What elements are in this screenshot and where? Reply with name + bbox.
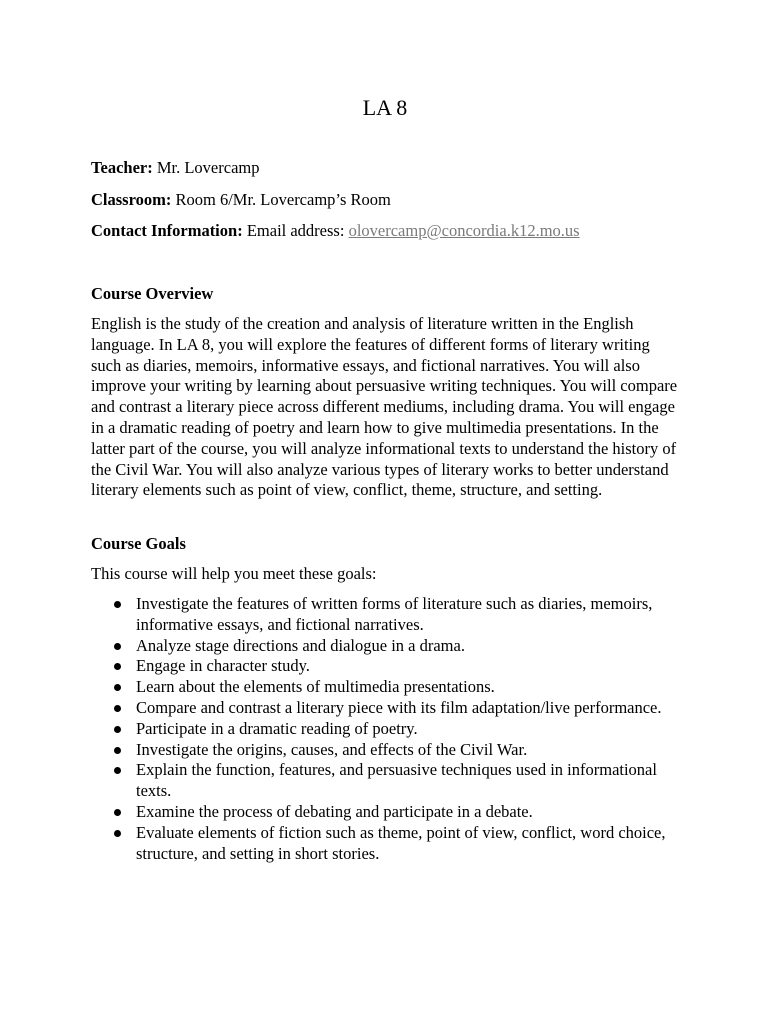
bullet-icon <box>114 809 121 816</box>
course-goals-list <box>91 594 681 864</box>
goal-item <box>91 760 681 802</box>
bullet-icon <box>114 726 121 733</box>
bullet-icon <box>114 830 121 837</box>
goal-item <box>91 656 681 677</box>
course-goals-heading: Course Goals <box>91 534 186 553</box>
bullet-icon <box>114 684 121 691</box>
goal-item <box>91 698 681 719</box>
bullet-icon <box>114 767 121 774</box>
goal-item <box>91 677 681 698</box>
goal-item <box>91 823 681 865</box>
goal-item <box>91 740 681 761</box>
goal-text: Analyze stage directions and dialogue in a drama. <box>136 635 465 655</box>
course-overview-text: English is the study of the creation and analysis of literature written in the English language. In LA 8, you will explore the features of different forms of literary writing such as diaries, memoirs, informative essays, and fictional narratives. You will also improve your writing by learning about persuasive writing techniques. You will compare and contrast a literary piece across different mediums, including drama. You will engage in a dramatic reading of poetry and learn how to give multimedia presentations. In the latter part of the course, you will analyze informational texts to understand the history of the Civil War. You will also analyze various types of literary works to better understand literary elements such as point of view, conflict, theme, structure, and setting. <box>91 314 678 500</box>
contact-label: Contact Information: <box>91 221 243 240</box>
classroom-label: Classroom: <box>91 190 172 209</box>
goal-text: Examine the process of debating and participate in a debate. <box>136 801 533 821</box>
bullet-icon <box>114 663 121 670</box>
goal-text: Investigate the features of written forms of literature such as diaries, memoirs, informative essays, and fictional narratives. <box>136 594 653 634</box>
goal-item <box>91 594 681 636</box>
document-title: LA 8 <box>362 95 408 120</box>
goal-text: Compare and contrast a literary piece with its film adaptation/live performance. <box>136 697 662 717</box>
goal-item <box>91 802 681 823</box>
contact-line <box>91 220 580 241</box>
goal-text: Investigate the origins, causes, and effects of the Civil War. <box>136 739 528 759</box>
goal-text: Engage in character study. <box>136 656 310 676</box>
classroom-line <box>91 189 391 210</box>
goal-text: Evaluate elements of fiction such as theme, point of view, conflict, word choice, structure, and setting in short stories. <box>136 822 666 863</box>
teacher-value: Mr. Lovercamp <box>152 158 260 177</box>
goal-item <box>91 719 681 740</box>
goal-text: Participate in a dramatic reading of poetry. <box>136 718 418 738</box>
bullet-icon <box>114 643 121 650</box>
contact-prefix: Email address: <box>242 221 349 240</box>
email-link[interactable]: olovercamp@concordia.k12.mo.us <box>348 221 580 240</box>
goal-text: Learn about the elements of multimedia presentations. <box>136 677 495 697</box>
teacher-label: Teacher: <box>91 158 153 177</box>
teacher-line <box>91 157 259 178</box>
bullet-icon <box>114 747 121 754</box>
bullet-icon <box>114 601 121 608</box>
classroom-value: Room 6/Mr. Lovercamp’s Room <box>171 190 391 209</box>
goal-item <box>91 636 681 657</box>
goal-text: Explain the function, features, and persuasive techniques used in informational texts. <box>136 760 657 801</box>
course-overview-heading: Course Overview <box>91 284 214 303</box>
course-goals-intro: This course will help you meet these goals: <box>91 564 377 583</box>
bullet-icon <box>114 705 121 712</box>
